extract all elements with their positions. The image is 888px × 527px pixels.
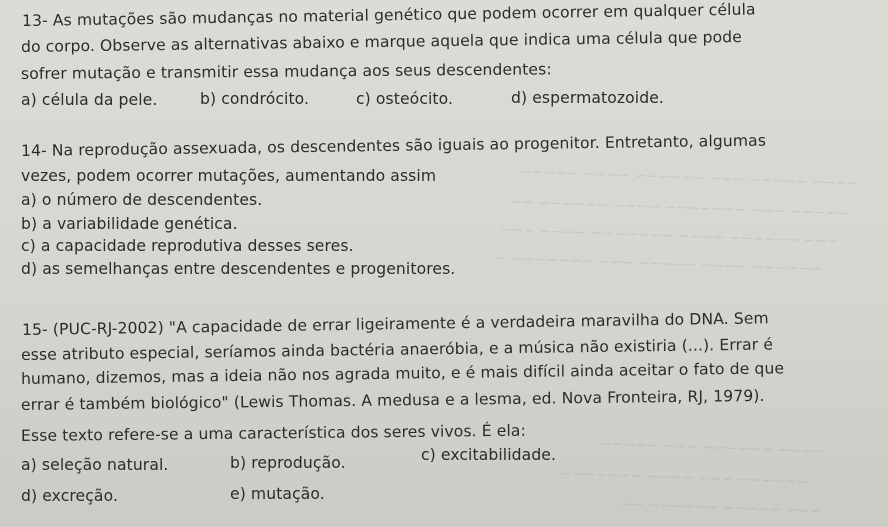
q15-option-d: d) excreção. bbox=[21, 487, 119, 505]
show-through-texture: ~~~ ~~~~~ ~~~~~~ ~~ bbox=[619, 496, 822, 520]
q13-line-3: sofrer mutação e transmitir essa mudança aos seus descendentes: bbox=[20, 60, 552, 83]
q15-option-a: a) seleção natural. bbox=[21, 456, 169, 474]
q15-option-b: b) reprodução. bbox=[230, 454, 346, 472]
q15-option-e: e) mutação. bbox=[230, 485, 325, 503]
q15-line-1: 15- (PUC-RJ-2002) "A capacidade de errar ligeiramente é a verdadeira maravilha do DNA. Sem bbox=[21, 309, 769, 339]
q14-option-b: b) a variabilidade genética. bbox=[21, 215, 238, 233]
q15-line-4: errar é também biológico" (Lewis Thomas. A medusa e a lesma, ed. Nova Fronteira, RJ, 1979). bbox=[20, 386, 765, 414]
q13-line-2: do corpo. Observe as alternativas abaixo e marque aquela que indica uma célula que pode bbox=[20, 27, 743, 56]
q13-option-c: c) osteócito. bbox=[356, 90, 454, 108]
q13-option-d: d) espermatozoide. bbox=[511, 89, 664, 107]
q14-line-2: vezes, podem ocorrer mutações, aumentando assim bbox=[21, 167, 437, 185]
q15-option-c: c) excitabilidade. bbox=[421, 446, 557, 464]
q14-line-1: 14- Na reprodução assexuada, os descendentes são iguais ao progenitor. Entretanto, algumas bbox=[20, 131, 767, 160]
q15-line-5: Esse texto refere-se a uma característica dos seres vivos. É ela: bbox=[20, 421, 526, 445]
q15-line-2: esse atributo especial, seríamos ainda bactéria anaeróbia, e a música não existiria (...). Errar é bbox=[20, 335, 774, 364]
show-through-texture: ~~~ ~~~~~~ ~~~~ ~~~~~~~ ~~~~ ~~~ bbox=[499, 222, 840, 250]
q13-option-b: b) condrócito. bbox=[200, 90, 310, 108]
q13-line-1: 13- As mutações são mudanças no material genético que podem ocorrer em qualquer célula bbox=[21, 0, 756, 30]
q13-option-a: a) célula da pele. bbox=[21, 91, 158, 109]
q14-option-a: a) o número de descendentes. bbox=[21, 191, 263, 209]
show-through-texture: ~~~~~ ~~~ ~~~~~~~ ~~~~ ~~~~~~ ~~ bbox=[509, 194, 850, 222]
show-through-texture: ~~~~~~ ~~~ ~~~~ ~~~~~~~ bbox=[559, 465, 809, 491]
q15-line-3: humano, dizemos, mas a ideia não nos agrada muito, e é mais difícil ainda aceitar o fato de que bbox=[20, 359, 785, 388]
q14-option-c: c) a capacidade reprodutiva desses seres. bbox=[21, 237, 354, 255]
show-through-texture: ~~~~ ~~~~~~ ~~~ ~~~~~ bbox=[599, 436, 825, 460]
show-through-texture: ~~~~ ~~~~~ ~~~ ~~~~~~ ~~~~ ~~~~~ bbox=[519, 164, 860, 192]
q14-option-d: d) as semelhanças entre descendentes e progenitores. bbox=[21, 260, 456, 278]
show-through-texture: ~~~~~~ ~~~~ ~~~~~ ~~~ ~~~~~~~ ~ bbox=[494, 250, 823, 278]
